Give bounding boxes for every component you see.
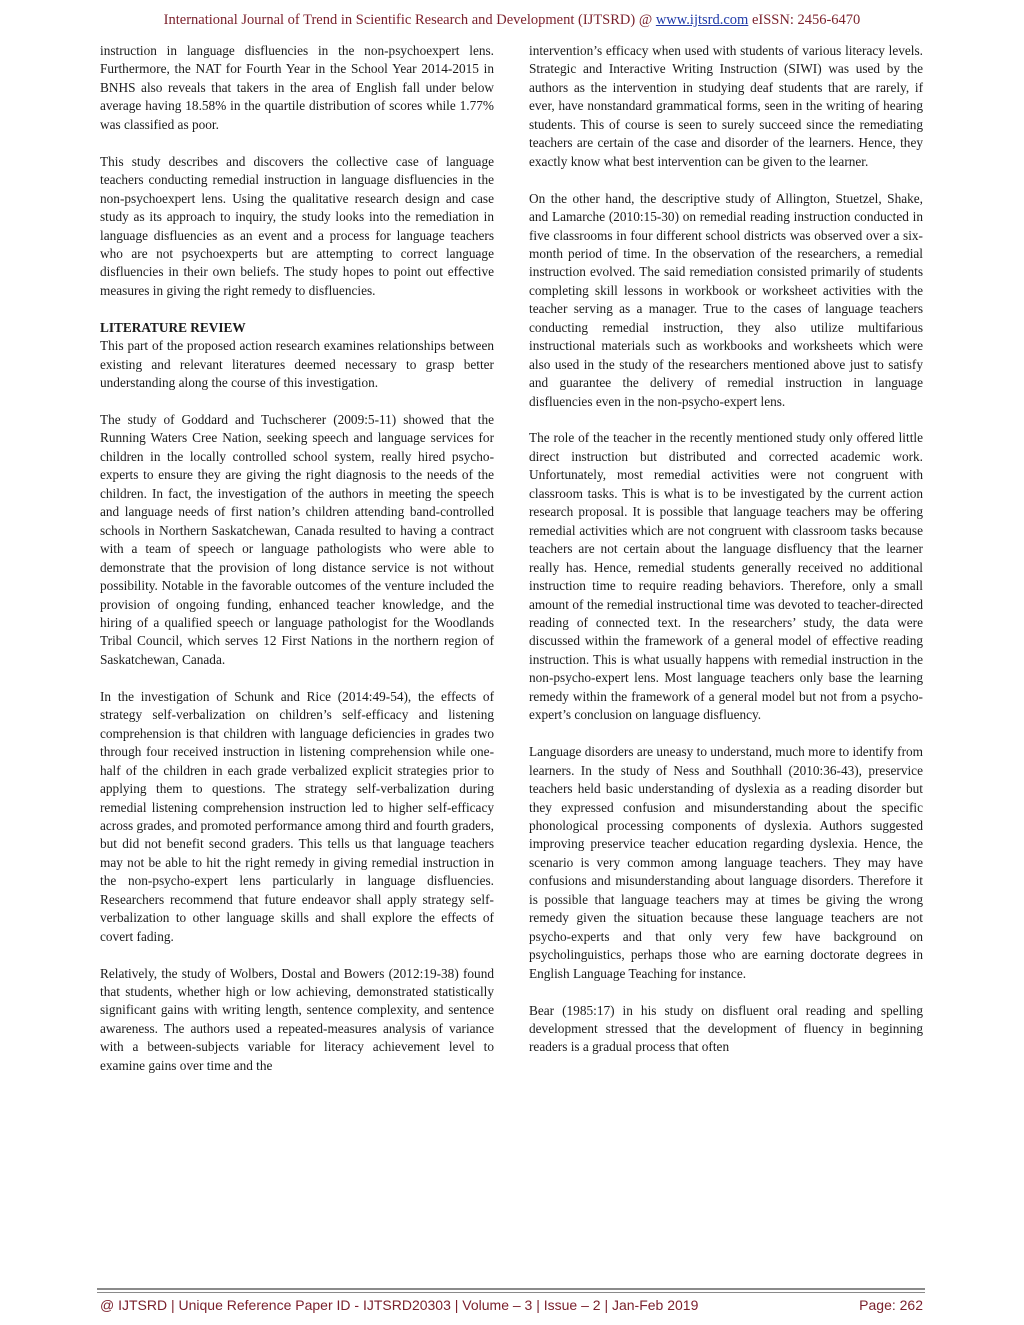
paragraph: The role of the teacher in the recently mentioned study only offered little direct instruction but distributed and corrected academic work. Unfortunately, most remedial activities were not congruent with classroom tasks. This is what is to be investigated by the current action research proposal. It is possible that language teachers may be offering remedial activities which are not congruent with classroom tasks because teachers are not certain about the language disfluency that the learner really has. Hence, remedial students generally received no additional instruction time to require reading behaviors. Therefore, only a small amount of the remedial instructional time was devoted to teacher-directed reading of connected text. In the researchers’ study, the data were discussed within the framework of a general model of effective reading instruction. This is what usually happens with remedial instruction in the non-psycho-expert lens. Most language teachers only base the learning remedy within the framework of a general model but not from a psycho-expert’s conclusion on language disfluency. xyxy=(529,430,923,723)
journal-title: International Journal of Trend in Scientific Research and Development (IJTSRD) @ xyxy=(163,12,656,28)
running-footer xyxy=(100,1297,923,1313)
paragraph: Relatively, the study of Wolbers, Dostal and Bowers (2012:19-38) found that students, whether high or low achieving, demonstrated statistically significant gains with writing length, sentence complexity, and sentence awareness. The authors used a repeated-measures analysis of variance with a between-subjects variable for literacy achievement level to examine gains over time and the xyxy=(100,965,494,1073)
right-column xyxy=(529,42,923,1075)
paragraph: Bear (1985:17) in his study on disfluent oral reading and spelling development stressed that the development of fluency in beginning readers is a gradual process that often xyxy=(529,1002,923,1055)
footer-rule xyxy=(97,1288,925,1290)
running-header xyxy=(0,12,1024,29)
paragraph: In the investigation of Schunk and Rice (2014:49-54), the effects of strategy self-verbalization on children’s self-efficacy and listening comprehension is that children with language deficiencies in grades two through four received instruction in listening comprehension while one-half of the children in each grade verbalized explicit strategies prior to applying them to questions. The strategy self-verbalization during remedial listening comprehension instruction led to higher self-efficacy across grades, and promoted performance among third and fourth graders, but did not benefit second graders. This tells us that language teachers may not be able to hit the right remedy in giving remedial instruction in the non-psycho-expert lens particularly in language disfluencies. Researchers recommend that future endeavor shall apply strategy self-verbalization to other language skills and shall explore the effects of covert fading. xyxy=(100,688,494,944)
paragraph: The study of Goddard and Tuchscherer (2009:5-11) showed that the Running Waters Cree Nation, seeking speech and language services for children in the locally controlled school system, really hired psycho-experts to ensure they are giving the right diagnosis to the needs of the children. In fact, the investigation of the authors in meeting the speech and language needs of first nation’s children attending band-controlled schools in Northern Saskatchewan, Canada resulted to having a contract with a team of speech or language pathologists who were able to demonstrate that the provision of long distance service is not without possibility. Notable in the favorable outcomes of the venture included the provision of ongoing funding, enhanced teacher knowledge, and the hiring of a qualified speech or language pathologist for the Woodlands Tribal Council, which serves 12 First Nations in the northern region of Saskatchewan, Canada. xyxy=(100,412,494,667)
paragraph: On the other hand, the descriptive study of Allington, Stuetzel, Shake, and Lamarche (2010:15-30) on remedial reading instruction conducted in five classrooms in four different school districts was observed over a six-month period of time. In the observation of the researchers, a remedial instruction evolved. The said remediation consisted primarily of students completing skill lessons in workbook or worksheet activities with the teacher serving as a manager. True to the cases of language teachers conducting remedial instruction, they also utilize multifarious instructional materials such as workbooks and worksheets which were also used in the study of the researchers mentioned above just to satisfy and guarantee the delivery of remedial instruction in language disfluencies even in the non-psycho-expert lens. xyxy=(529,190,923,409)
section-heading: LITERATURE REVIEW xyxy=(100,319,246,335)
footer-rule-thin xyxy=(97,1292,925,1293)
journal-website-link[interactable]: www.ijtsrd.com xyxy=(655,12,749,28)
paragraph: intervention’s efficacy when used with students of various literacy levels. Strategic and Interactive Writing Instruction (SIWI) was used by the authors as the intervention in studying deaf students that are rarely, if ever, have nonstandard grammatical forms, seen in the writing of hearing students. This of course is seen to surely succeed since the remediating teachers are certain of the case and disorder of the learners. Hence, they exactly know what best intervention can be given to the learner. xyxy=(529,43,923,169)
footer-citation: @ IJTSRD | Unique Reference Paper ID - IJTSRD20303 | Volume – 3 | Issue – 2 | Jan-Feb 2019 xyxy=(100,1297,699,1313)
page-number: Page: 262 xyxy=(859,1297,923,1313)
paragraph: Language disorders are uneasy to understand, much more to identify from learners. In the study of Ness and Southhall (2010:36-43), preservice teachers held basic understanding of dyslexia as a reading disorder but they expressed confusion and misunderstanding about the specific phonological processing components of dyslexia. Authors suggested improving preservice teacher education regarding dyslexia. Hence, the scenario is very common among language teachers. They may have confusions and misunderstanding about language disorders. Therefore it is possible that language teachers may at times be giving the wrong remedy given the situation because these language teachers are not psycho-experts and that only very few have background on psycholinguistics, perhaps those who are earning doctorate degrees in English Language Teaching for instance. xyxy=(529,744,923,981)
paragraph: This study describes and discovers the collective case of language teachers conducting remedial instruction in language disfluencies in the non-psychoexpert lens. Using the qualitative research design and case study as its approach to inquiry, the study looks into the remediation in language disfluencies as an event and a process for language teachers who are not psychoexperts but are attempting to correct language disfluencies in their own beliefs. The study hopes to point out effective measures in giving the right remedy to disfluencies. xyxy=(100,153,494,298)
paragraph: instruction in language disfluencies in the non-psychoexpert lens. Furthermore, the NAT for Fourth Year in the School Year 2014-2015 in BNHS also reveals that takers in the area of English fall under below average having 18.58% in the quartile distribution of scores while 1.77% was classified as poor. xyxy=(100,43,494,132)
journal-issn: eISSN: 2456-6470 xyxy=(748,12,861,28)
paragraph: This part of the proposed action research examines relationships between existing and relevant literatures deemed necessary to grasp better understanding along the course of this investigation. xyxy=(100,338,494,391)
left-column xyxy=(100,42,494,1094)
